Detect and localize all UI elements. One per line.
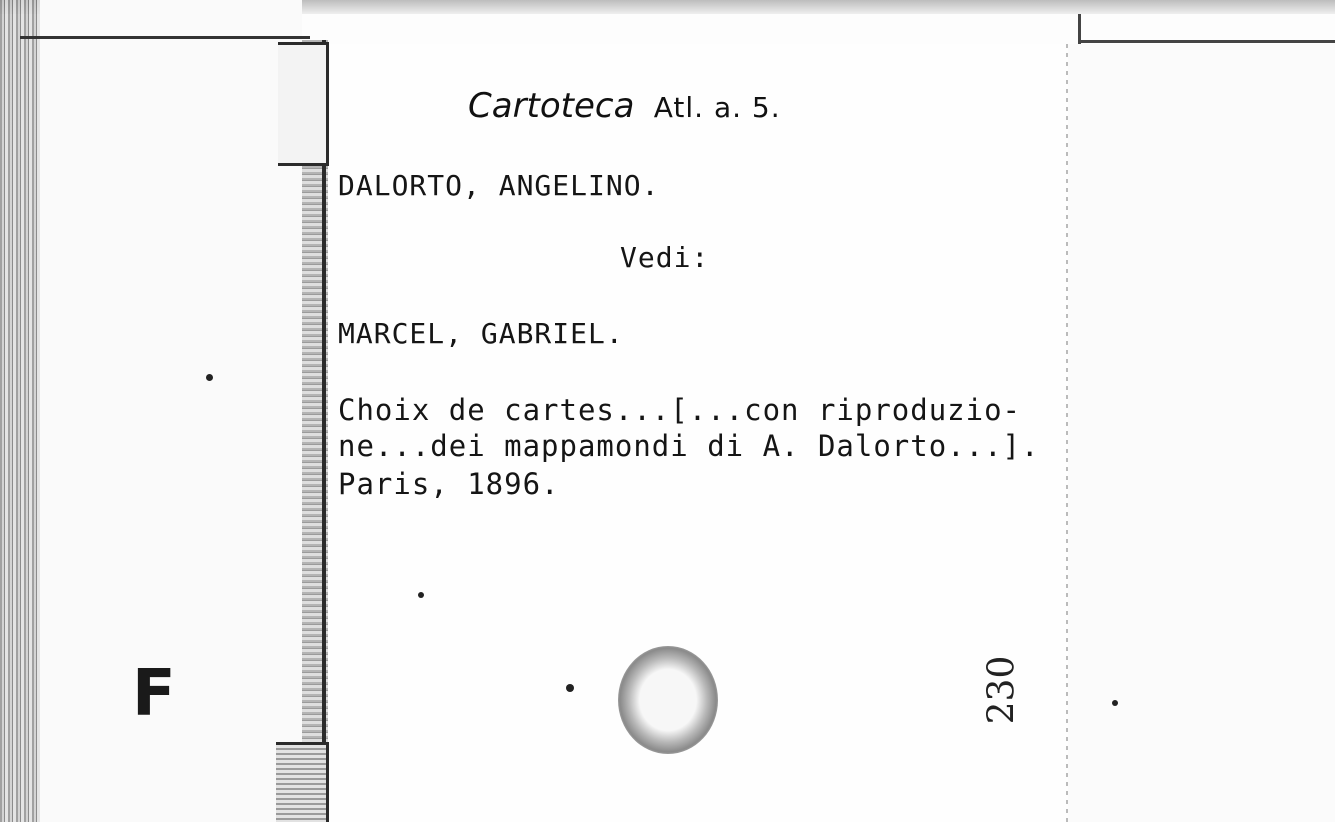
title-line-3: Paris, 1896. (338, 467, 560, 501)
see-reference-label: Vedi: (620, 241, 710, 274)
adjacent-card-right (1068, 44, 1335, 822)
speck (418, 592, 424, 598)
right-tab-edge (1078, 14, 1095, 44)
title-line-1: Choix de cartes...[...con riproduzio- (338, 393, 1022, 427)
speck (206, 374, 213, 381)
speck (566, 684, 574, 692)
left-binding-strip (0, 0, 40, 822)
speck (1112, 700, 1118, 706)
top-rule-right (1080, 40, 1335, 43)
call-number (468, 86, 781, 126)
divider-tab-top (278, 42, 329, 166)
card-number: 230 (981, 655, 1023, 725)
drawer-letter: F (132, 657, 176, 731)
reference-author: MARCEL, GABRIEL. (338, 317, 624, 350)
adjacent-card-left (40, 0, 302, 822)
call-number-collection: Cartoteca (468, 86, 635, 126)
title-line-2: ne...dei mappamondi di A. Dalorto...]. (338, 429, 1040, 463)
author-heading: DALORTO, ANGELINO. (338, 169, 660, 202)
call-number-shelf: Atl. a. 5. (653, 91, 781, 124)
punch-hole (618, 646, 718, 754)
divider-tab-bottom (276, 742, 329, 822)
top-rule-left (20, 36, 310, 39)
